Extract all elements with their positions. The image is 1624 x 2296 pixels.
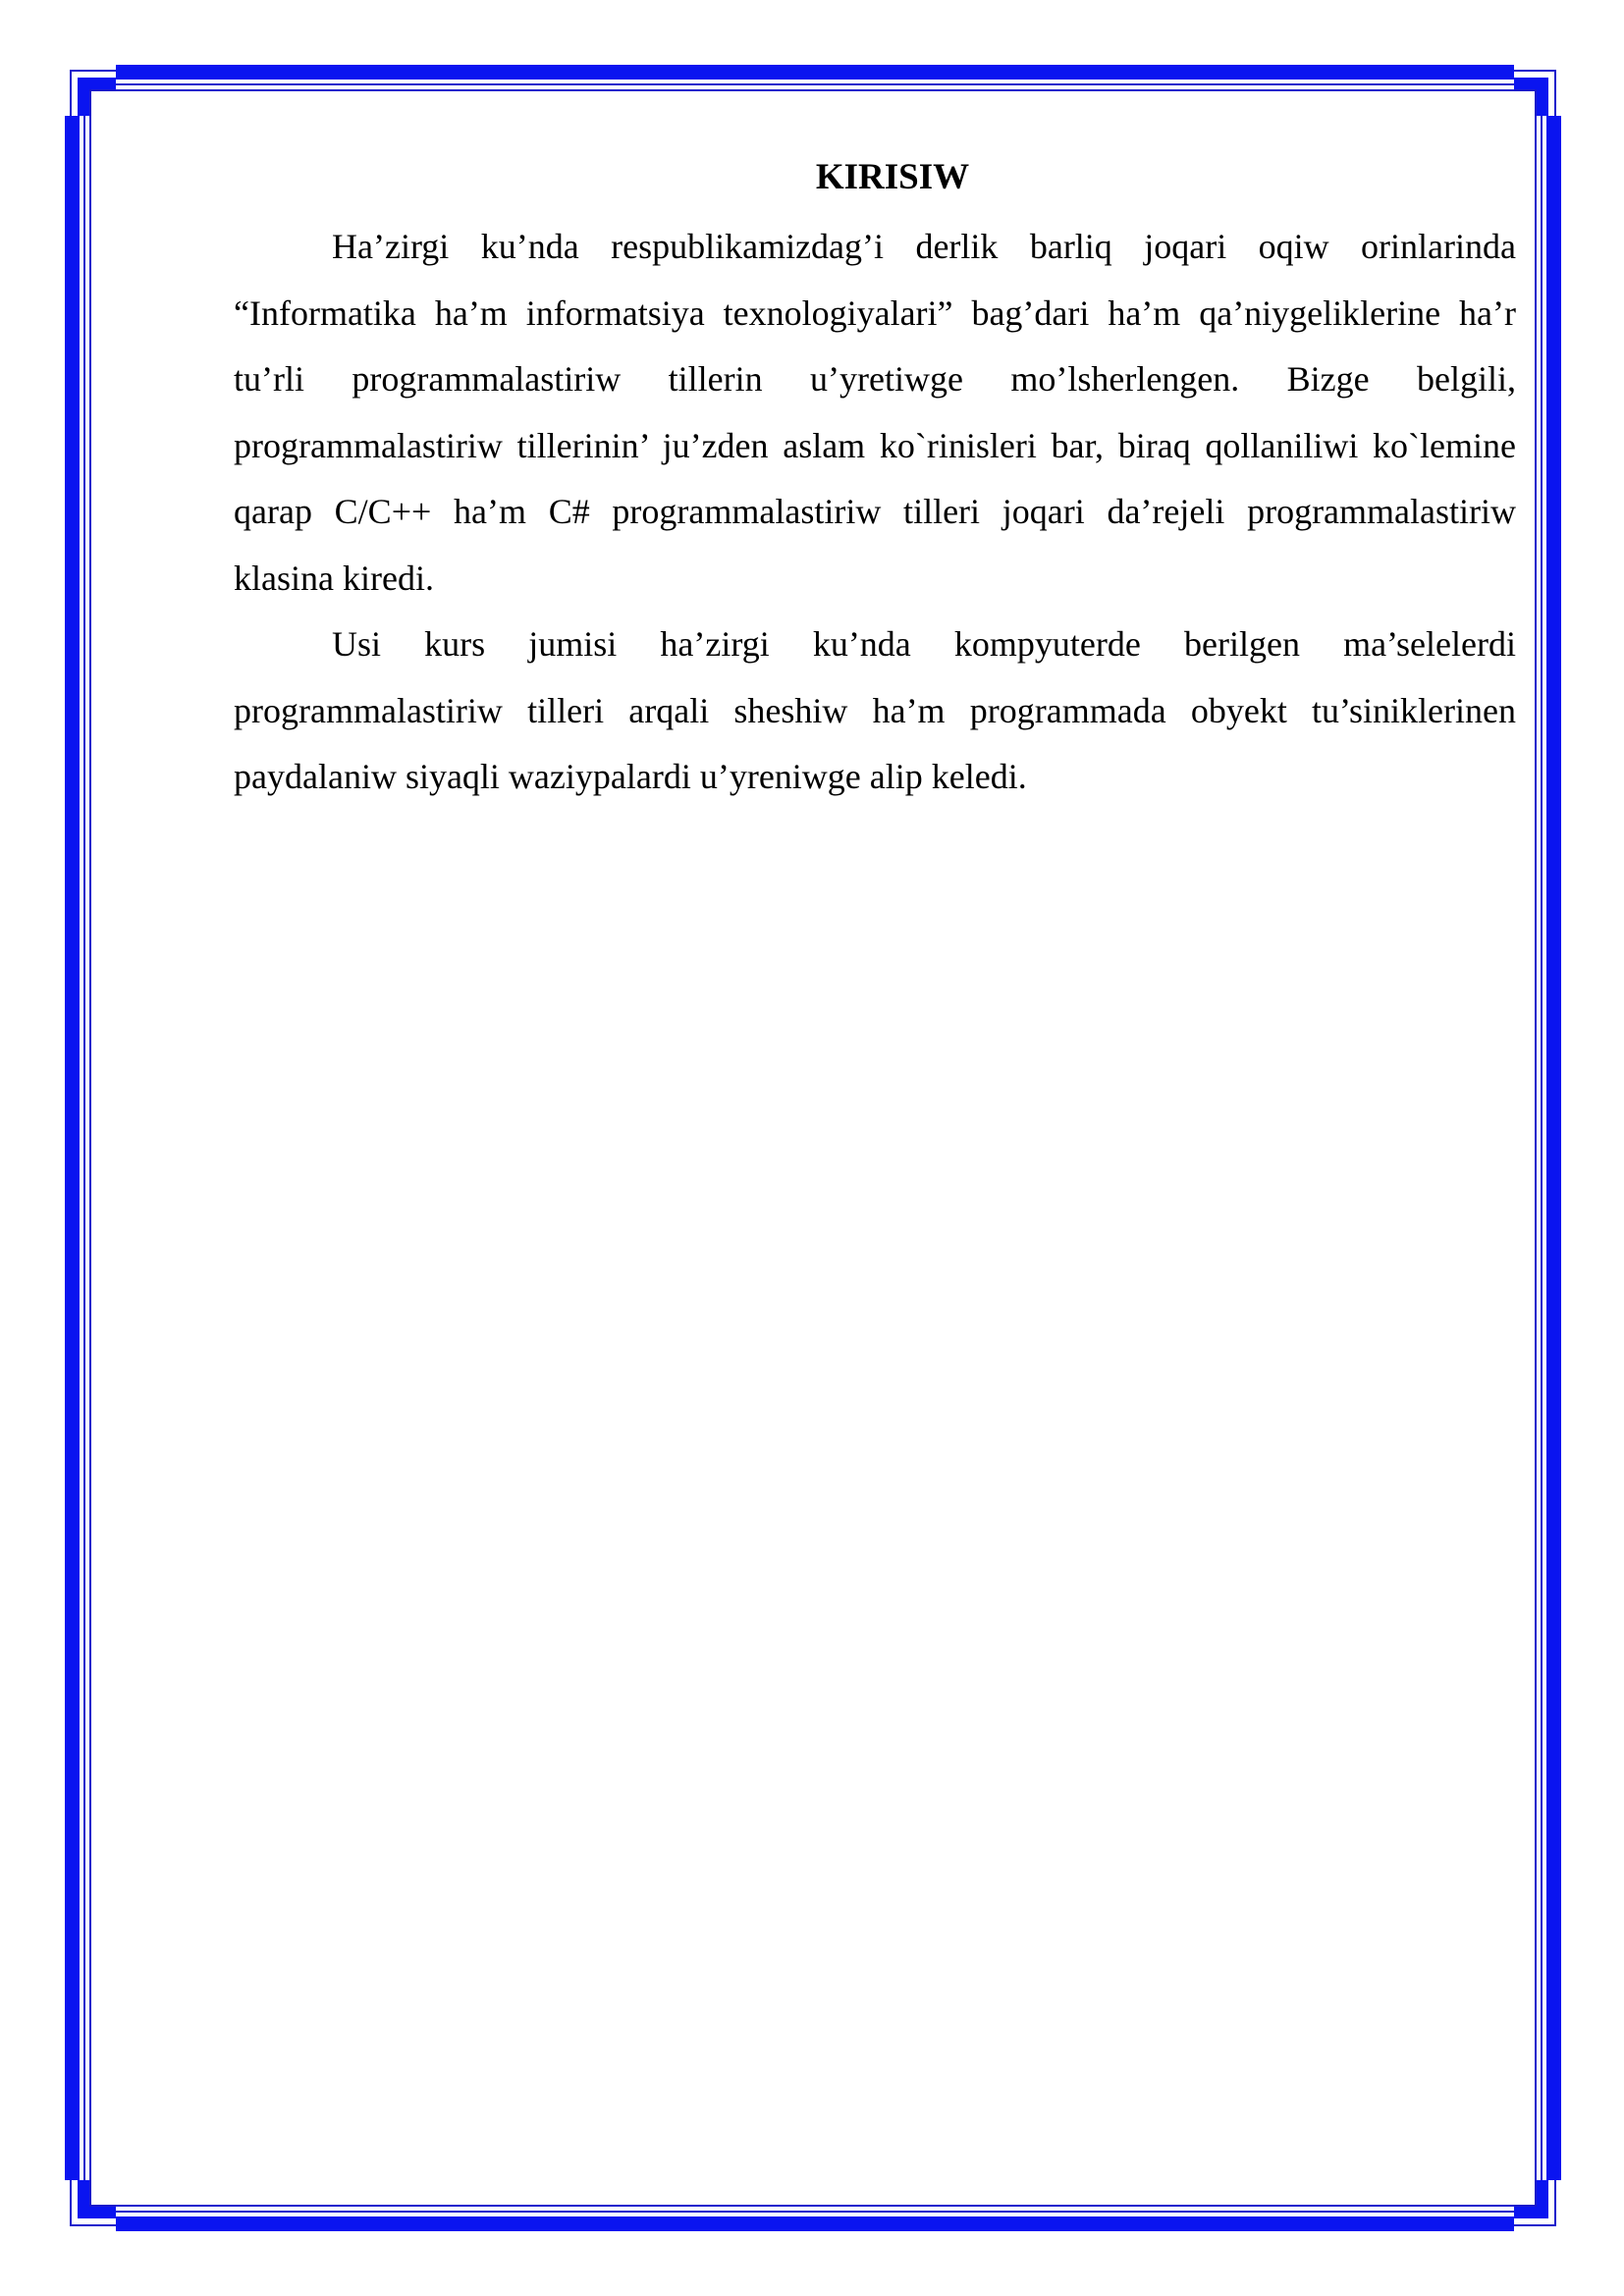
paragraph-2: Usi kurs jumisi ha’zirgi ku’nda kompyuterde berilgen ma’selelerdi programmalastiriw tilleri arqali sheshiw ha’m programmada obyekt tu’siniklerinen paydalaniw siyaqli waziypalardi u’yreniwge alip keledi. [234,624,1516,796]
document-title: KIRISIW [815,157,970,197]
document-body [234,149,1516,811]
paragraph-1: Ha’zirgi ku’nda respublikamizdag’i derlik barliq joqari oqiw orinlarinda “Informatika ha’m informatsiya texnologiyalari” bag’dari ha’m qa’niygeliklerine ha’r tu’rli programmalastiriw tillerin u’yretiwge mo’lsherlengen. Bizge belgili, programmalastiriw tillerinin’ ju’zden aslam ko`rinisleri bar, biraq qollaniliwi ko`lemine qarap C/C++ ha’m C# programmalastiriw tilleri joqari da’rejeli programmalastiriw klasina kiredi. [234,227,1516,598]
